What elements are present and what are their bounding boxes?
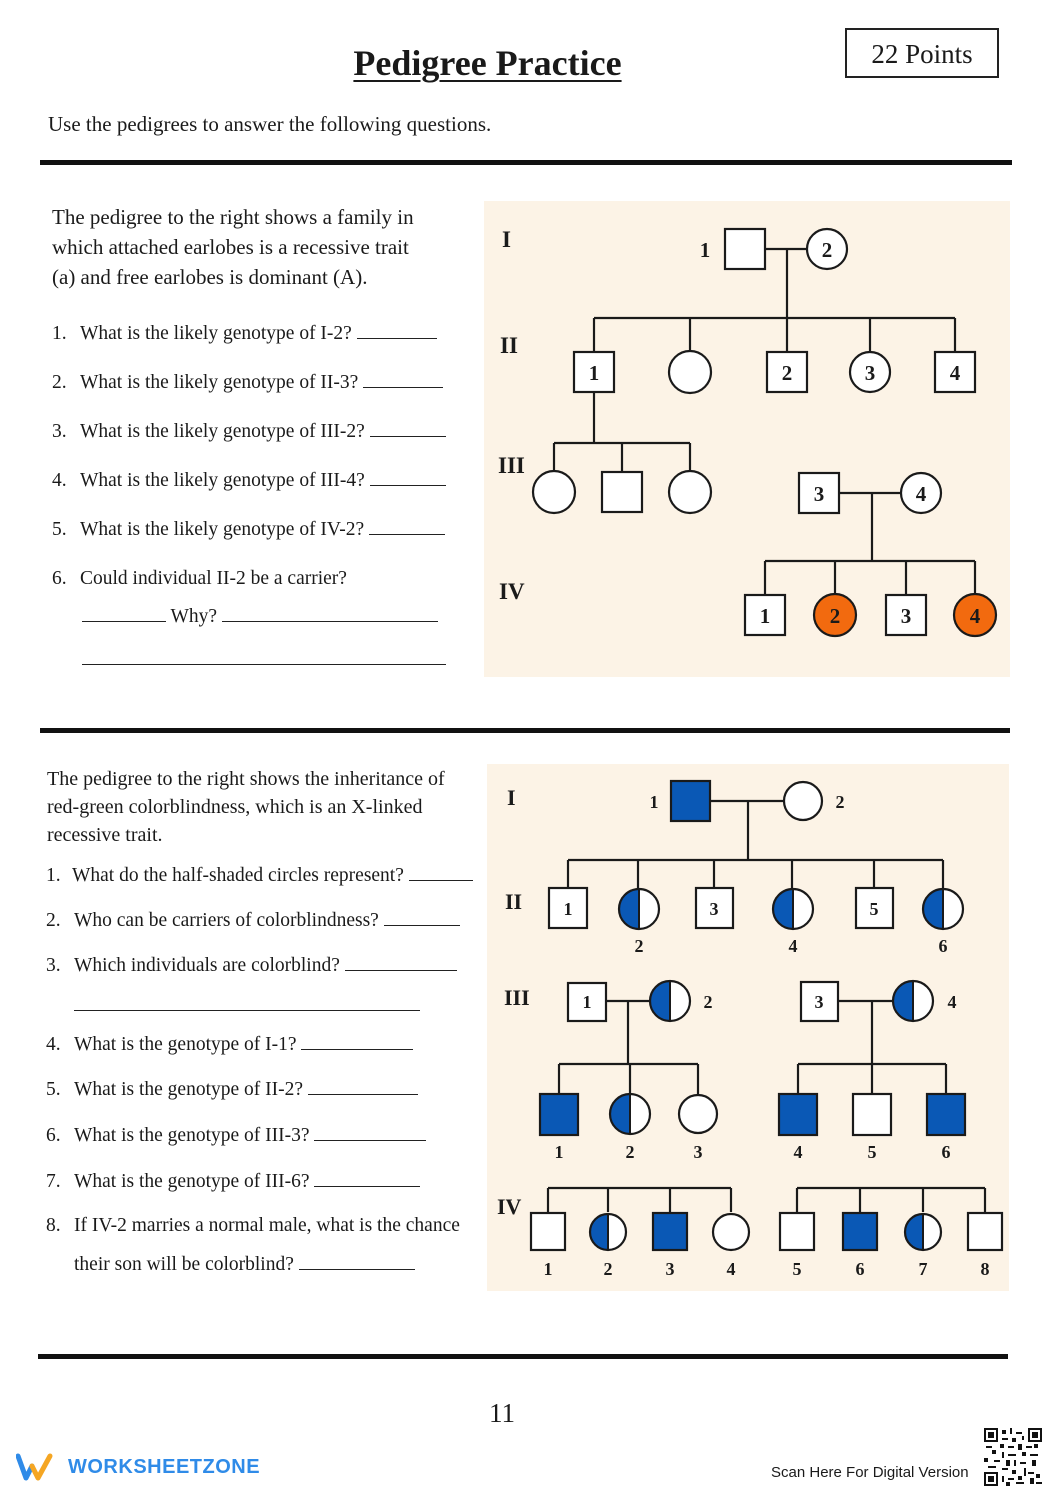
- earlobe-pedigree: [484, 201, 1010, 677]
- gen-label-I: I: [502, 227, 511, 252]
- colorblind-pedigree-panel: [487, 764, 1009, 1291]
- page-title: Pedigree Practice: [353, 43, 622, 83]
- answer-blank[interactable]: [363, 371, 443, 388]
- answer-blank[interactable]: [369, 518, 445, 535]
- gen-label-II: II: [500, 333, 518, 358]
- answer-line[interactable]: [74, 1010, 420, 1011]
- male-symbol: [725, 229, 765, 269]
- points-box: 22 Points: [845, 28, 999, 78]
- s1-question-6-why: Why?: [82, 605, 438, 628]
- label: 3: [813, 482, 825, 506]
- answer-blank[interactable]: [370, 420, 446, 437]
- qr-code-icon[interactable]: [984, 1428, 1042, 1491]
- label: 6: [938, 936, 948, 956]
- label: 1: [563, 899, 573, 919]
- label: 1: [649, 792, 659, 812]
- page-number: 11: [489, 1398, 515, 1428]
- answer-blank[interactable]: [308, 1078, 418, 1095]
- answer-blank[interactable]: [314, 1170, 420, 1187]
- gen-label-IV: IV: [497, 1194, 522, 1219]
- label: 2: [625, 1142, 635, 1162]
- answer-blank[interactable]: [301, 1033, 413, 1050]
- answer-blank[interactable]: [314, 1124, 426, 1141]
- answer-blank[interactable]: [409, 864, 473, 881]
- carrier-female-symbol: [923, 889, 963, 929]
- female-symbol: [679, 1095, 717, 1133]
- label: 3: [709, 899, 719, 919]
- male-symbol: [531, 1213, 565, 1250]
- carrier-female-symbol: [610, 1094, 650, 1134]
- female-symbol: [669, 471, 711, 513]
- label: 4: [726, 1259, 736, 1279]
- answer-blank[interactable]: [384, 909, 460, 926]
- label: 1: [543, 1259, 553, 1279]
- s1-question-4: 4. What is the likely genotype of III-4?: [52, 469, 446, 492]
- label: 8: [980, 1259, 990, 1279]
- gen-label-II: II: [505, 889, 523, 914]
- answer-blank[interactable]: [345, 954, 457, 971]
- label: 3: [814, 992, 824, 1012]
- label: 1: [699, 238, 711, 262]
- label: 4: [949, 361, 961, 385]
- s2-question-8-cont: their son will be colorblind?: [74, 1253, 415, 1276]
- s1-question-2: 2. What is the likely genotype of II-3?: [52, 371, 443, 394]
- colorblind-pedigree: [487, 764, 1009, 1291]
- label: 4: [788, 936, 798, 956]
- affected-male-symbol: [927, 1094, 965, 1135]
- s2-question-4: 4. What is the genotype of I-1?: [46, 1033, 413, 1056]
- label: 2: [781, 361, 793, 385]
- s2-question-6: 6. What is the genotype of III-3?: [46, 1124, 426, 1147]
- carrier-female-symbol: [650, 981, 690, 1021]
- gen-label-III: III: [498, 453, 525, 478]
- label: 2: [603, 1259, 613, 1279]
- label: 2: [634, 936, 644, 956]
- scan-text: Scan Here For Digital Version: [771, 1464, 969, 1481]
- male-symbol: [853, 1094, 891, 1135]
- label: 4: [793, 1142, 803, 1162]
- label: 3: [693, 1142, 703, 1162]
- section1-intro: The pedigree to the right shows a family in which attached earlobes is a recessive trait (a) and free earlobes is dominant (A).: [52, 205, 414, 289]
- male-symbol: [602, 472, 642, 512]
- s2-question-8: 8. If IV-2 marries a normal male, what is the chance: [46, 1215, 460, 1236]
- female-symbol: [533, 471, 575, 513]
- answer-blank[interactable]: [82, 605, 166, 622]
- s2-question-3: 3. Which individuals are colorblind?: [46, 954, 457, 977]
- gen-label-I: I: [507, 785, 516, 810]
- label: 6: [855, 1259, 865, 1279]
- label: 7: [918, 1259, 928, 1279]
- answer-blank[interactable]: [370, 469, 446, 486]
- s1-question-6: 6. Could individual II-2 be a carrier?: [52, 568, 347, 589]
- female-symbol: [713, 1214, 749, 1250]
- label: 3: [864, 361, 876, 385]
- label: 5: [869, 899, 879, 919]
- label: 1: [759, 604, 771, 628]
- answer-blank[interactable]: [222, 605, 438, 622]
- answer-blank[interactable]: [299, 1253, 415, 1270]
- label: 4: [915, 482, 927, 506]
- carrier-female-symbol: [619, 889, 659, 929]
- s2-question-7: 7. What is the genotype of III-6?: [46, 1170, 420, 1193]
- label: 5: [792, 1259, 802, 1279]
- s2-question-5: 5. What is the genotype of II-2?: [46, 1078, 418, 1101]
- female-symbol: [669, 351, 711, 393]
- label: 5: [867, 1142, 877, 1162]
- label: 3: [900, 604, 912, 628]
- section2-intro: The pedigree to the right shows the inheritance of red-green colorblindness, which is an X-linked recessive trait.: [47, 768, 445, 846]
- affected-male-symbol: [653, 1213, 687, 1250]
- affected-male-symbol: [540, 1094, 578, 1135]
- carrier-female-symbol: [905, 1214, 941, 1250]
- instructions: Use the pedigrees to answer the following questions.: [48, 112, 492, 136]
- brand-logo[interactable]: [16, 1452, 260, 1482]
- label: 2: [703, 992, 713, 1012]
- affected-male-symbol: [843, 1213, 877, 1250]
- label: 1: [582, 992, 592, 1012]
- male-symbol: [780, 1213, 814, 1250]
- earlobe-pedigree-panel: [484, 201, 1010, 677]
- s2-question-1: 1. What do the half-shaded circles represent?: [46, 864, 473, 887]
- label: 2: [821, 238, 833, 262]
- brand-name: WORKSHEETZONE: [68, 1455, 261, 1478]
- worksheetzone-logo-icon: [16, 1452, 60, 1482]
- label: 2: [835, 792, 845, 812]
- divider-bottom: [38, 1354, 1008, 1359]
- label: 1: [588, 361, 600, 385]
- answer-blank[interactable]: [357, 322, 437, 339]
- label: 2: [829, 604, 841, 628]
- s1-question-5: 5. What is the likely genotype of IV-2?: [52, 518, 445, 541]
- label: 4: [947, 992, 957, 1012]
- male-symbol: [968, 1213, 1002, 1250]
- carrier-female-symbol: [773, 889, 813, 929]
- answer-line[interactable]: [82, 664, 446, 665]
- s1-question-3: 3. What is the likely genotype of III-2?: [52, 420, 446, 443]
- divider-top: [40, 160, 1012, 165]
- label: 4: [969, 604, 981, 628]
- female-symbol: [784, 782, 822, 820]
- gen-label-III: III: [504, 985, 530, 1010]
- label: 1: [554, 1142, 564, 1162]
- carrier-female-symbol: [893, 981, 933, 1021]
- gen-label-IV: IV: [499, 579, 525, 604]
- affected-male-symbol: [779, 1094, 817, 1135]
- carrier-female-symbol: [590, 1214, 626, 1250]
- label: 3: [665, 1259, 675, 1279]
- label: 6: [941, 1142, 951, 1162]
- s2-question-2: 2. Who can be carriers of colorblindness?: [46, 909, 460, 932]
- s1-question-1: 1. What is the likely genotype of I-2?: [52, 322, 437, 345]
- divider-middle: [40, 728, 1010, 733]
- affected-male-symbol: [671, 781, 710, 821]
